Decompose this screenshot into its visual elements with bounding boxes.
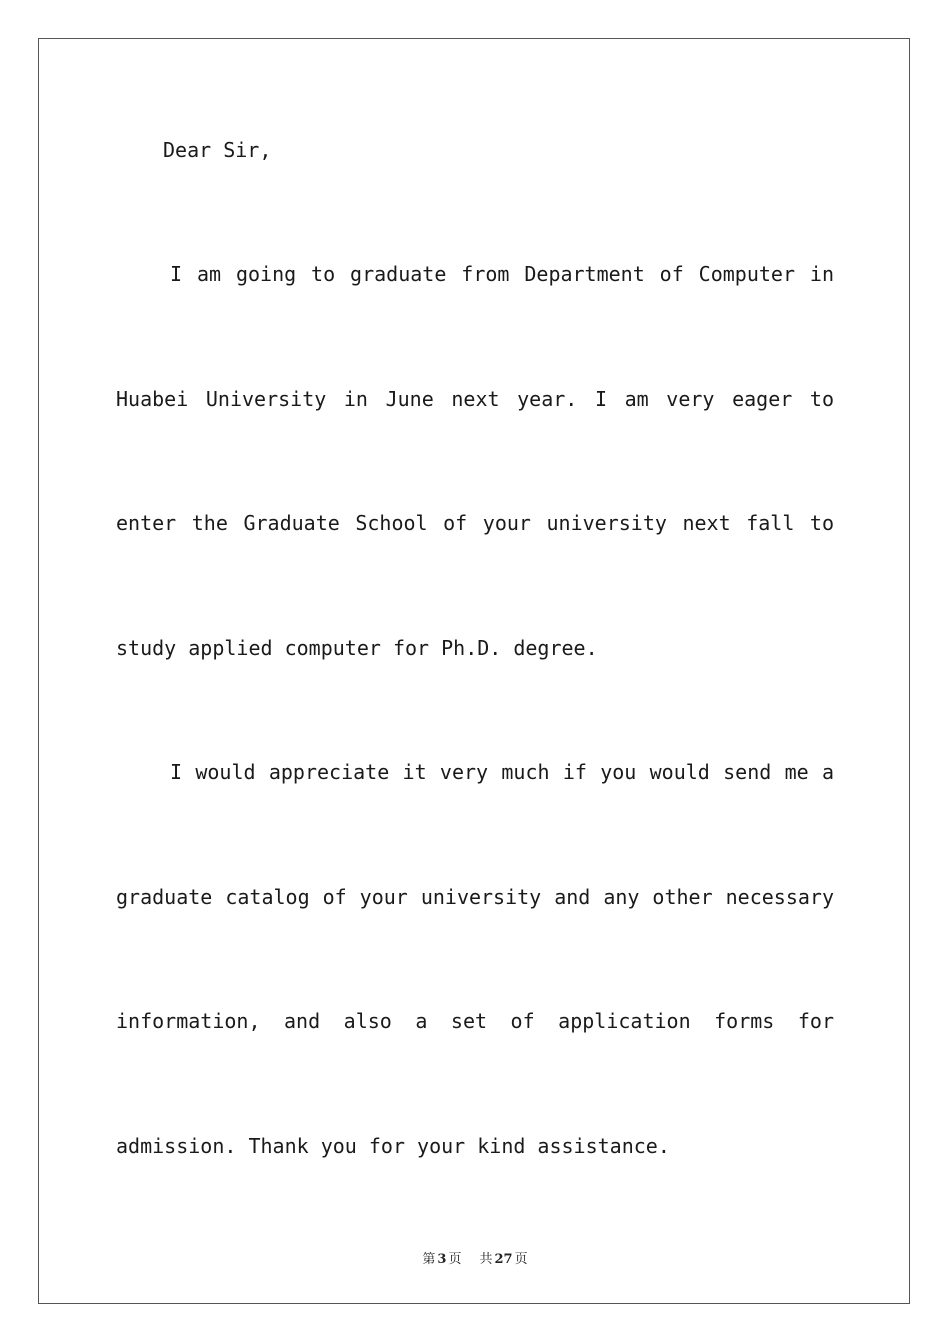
footer-page-suffix: 页 bbox=[448, 1252, 462, 1267]
paragraph-1-line-3: enter the Graduate School of your university next fall to bbox=[116, 511, 834, 535]
paragraph-2-line-2: graduate catalog of your university and any other necessary bbox=[116, 885, 834, 909]
total-pages-number: 27 bbox=[494, 1252, 513, 1267]
footer-prefix: 第 bbox=[422, 1252, 436, 1267]
page-border bbox=[38, 38, 910, 1304]
paragraph-2-line-3: information, and also a set of application forms for bbox=[116, 1009, 834, 1033]
paragraph-1-line-4: study applied computer for Ph.D. degree. bbox=[116, 636, 598, 660]
paragraph-1-line-1: I am going to graduate from Department of Computer in bbox=[170, 262, 834, 286]
paragraph-2-line-4: admission. Thank you for your kind assistance. bbox=[116, 1134, 670, 1158]
page-footer bbox=[0, 1248, 950, 1267]
current-page-number: 3 bbox=[437, 1252, 447, 1267]
footer-total-prefix: 共 bbox=[479, 1252, 493, 1267]
salutation: Dear Sir, bbox=[163, 138, 272, 162]
footer-total-suffix: 页 bbox=[514, 1252, 528, 1267]
paragraph-1-line-2: Huabei University in June next year. I am very eager to bbox=[116, 387, 834, 411]
paragraph-2-line-1: I would appreciate it very much if you would send me a bbox=[170, 760, 834, 784]
